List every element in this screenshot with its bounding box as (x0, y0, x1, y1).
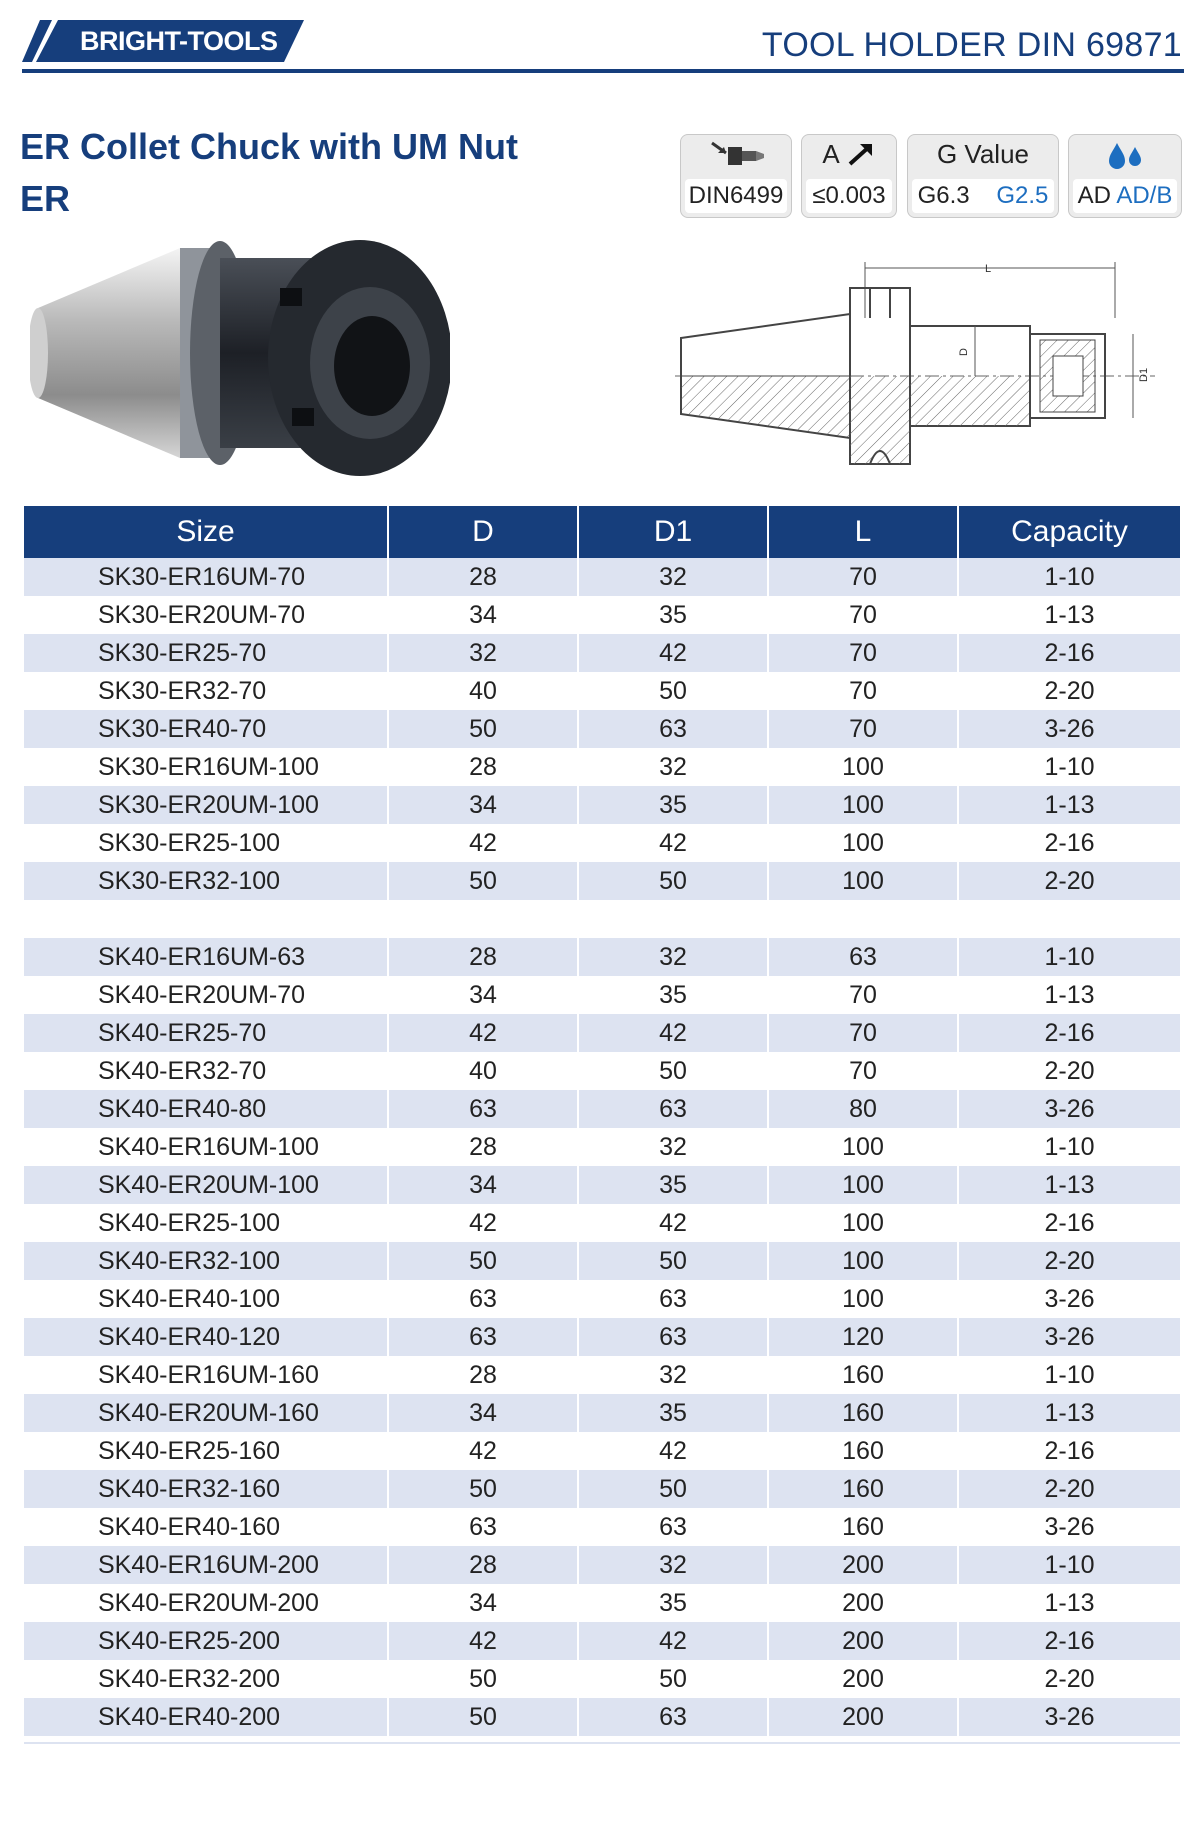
cell-capacity: 1-10 (958, 1546, 1180, 1584)
cell-capacity: 2-16 (958, 1432, 1180, 1470)
cell-d1: 32 (578, 558, 768, 596)
table-row (24, 786, 1180, 824)
cell-capacity: 2-16 (958, 1622, 1180, 1660)
logo-text: BRIGHT-TOOLS (80, 26, 278, 56)
dimension-label-L: L (985, 263, 992, 275)
cell-d1: 35 (578, 1166, 768, 1204)
cell-capacity: 3-26 (958, 1698, 1180, 1736)
runout-badge (801, 134, 897, 218)
cell-size: SK40-ER25-70 (24, 1014, 388, 1052)
cell-capacity: 1-13 (958, 1166, 1180, 1204)
cell-size: SK40-ER40-200 (24, 1698, 388, 1736)
table-row (24, 1128, 1180, 1166)
cell-l: 100 (768, 1128, 958, 1166)
cell-d: 50 (388, 1698, 578, 1736)
column-header-size: Size (24, 506, 388, 558)
cell-size: SK40-ER20UM-200 (98, 1588, 319, 1617)
table-row (24, 862, 1180, 900)
group-spacer-row (24, 900, 1180, 938)
table-row (24, 1280, 1180, 1318)
cell-d1: 42 (578, 1204, 768, 1242)
product-photo (30, 218, 450, 505)
cell-d1: 50 (578, 1660, 768, 1698)
cell-capacity: 2-16 (958, 1204, 1180, 1242)
cell-d: 50 (388, 1660, 578, 1698)
cell-l: 70 (768, 1052, 958, 1090)
cell-l: 160 (768, 1432, 958, 1470)
coolant-badge (1068, 134, 1182, 218)
cell-d: 50 (388, 1242, 578, 1280)
cell-capacity: 2-20 (958, 862, 1180, 900)
g-value-a: G6.3 (917, 182, 970, 209)
cell-capacity: 2-20 (958, 1660, 1180, 1698)
cell-d: 34 (388, 1166, 578, 1204)
cell-l: 100 (768, 1280, 958, 1318)
cell-size: SK30-ER32-70 (98, 676, 267, 705)
spindle-icon (681, 139, 791, 173)
cell-capacity: 1-13 (958, 1394, 1180, 1432)
coolant-values (1073, 179, 1177, 213)
arrow-up-right-icon (846, 142, 876, 166)
table-row (24, 1660, 1180, 1698)
cell-size: SK40-ER25-100 (98, 1208, 281, 1237)
cell-d1: 50 (578, 862, 768, 900)
table-row (24, 634, 1180, 672)
cell-size: SK40-ER40-120 (24, 1318, 388, 1356)
cell-d: 42 (388, 1014, 578, 1052)
column-header-d: D (388, 506, 578, 558)
table-row (24, 1014, 1180, 1052)
table-row (24, 710, 1180, 748)
cell-d: 42 (388, 1204, 578, 1242)
cell-size: SK40-ER40-80 (24, 1090, 388, 1128)
cell-capacity: 1-13 (958, 976, 1180, 1014)
cell-d1: 32 (578, 1546, 768, 1584)
cell-size: SK40-ER32-100 (24, 1242, 388, 1280)
table-row (24, 1318, 1180, 1356)
cell-d: 34 (388, 1584, 578, 1622)
cell-d1: 50 (578, 1242, 768, 1280)
cell-d1: 63 (578, 1318, 768, 1356)
cell-d: 50 (388, 862, 578, 900)
cell-d: 63 (388, 1318, 578, 1356)
cell-size: SK40-ER20UM-70 (98, 980, 306, 1009)
table-row (24, 1584, 1180, 1622)
spacer-cell (578, 900, 768, 938)
table-row (24, 824, 1180, 862)
cell-capacity: 3-26 (958, 1318, 1180, 1356)
runout-value: ≤0.003 (806, 179, 892, 213)
cell-d: 63 (388, 1280, 578, 1318)
cell-d: 28 (388, 1546, 578, 1584)
cell-l: 100 (768, 862, 958, 900)
cell-size: SK40-ER16UM-63 (24, 938, 388, 976)
cell-l: 200 (768, 1546, 958, 1584)
cell-size: SK40-ER32-70 (98, 1056, 267, 1085)
cell-capacity: 1-10 (958, 748, 1180, 786)
cell-d1: 42 (578, 1432, 768, 1470)
cell-size: SK30-ER25-100 (98, 828, 281, 857)
table-row (24, 672, 1180, 710)
balance-standard-badge (680, 134, 792, 218)
cell-l: 160 (768, 1356, 958, 1394)
table-row (24, 1090, 1180, 1128)
cell-capacity: 1-13 (958, 786, 1180, 824)
cell-l: 70 (768, 710, 958, 748)
cell-size: SK40-ER25-160 (98, 1436, 281, 1465)
product-title: ER Collet Chuck with UM Nut (20, 126, 518, 167)
cell-l: 100 (768, 1166, 958, 1204)
cell-d1: 63 (578, 1090, 768, 1128)
cell-d: 28 (388, 1128, 578, 1166)
cell-d: 34 (388, 596, 578, 634)
g-value-badge (907, 134, 1059, 218)
table-row (24, 748, 1180, 786)
cell-d1: 35 (578, 596, 768, 634)
cell-l: 200 (768, 1660, 958, 1698)
cell-size: SK30-ER16UM-70 (24, 558, 388, 596)
cell-capacity: 1-13 (958, 596, 1180, 634)
cell-l: 63 (768, 938, 958, 976)
cell-d1: 50 (578, 1052, 768, 1090)
cell-size: SK30-ER20UM-100 (24, 786, 388, 824)
specifications-table (24, 506, 1180, 1736)
cell-l: 100 (768, 1242, 958, 1280)
cell-l: 70 (768, 596, 958, 634)
cell-capacity: 3-26 (958, 1508, 1180, 1546)
cell-size: SK40-ER25-200 (24, 1622, 388, 1660)
cell-l: 100 (768, 748, 958, 786)
cell-size: SK30-ER25-70 (24, 634, 388, 672)
cell-l: 100 (768, 824, 958, 862)
cell-d1: 32 (578, 748, 768, 786)
technical-drawing (675, 258, 1175, 473)
cell-d: 63 (388, 1508, 578, 1546)
table-row (24, 938, 1180, 976)
brand-logo (22, 20, 304, 62)
cell-d1: 50 (578, 1470, 768, 1508)
table-body (24, 558, 1180, 1736)
cell-d1: 35 (578, 786, 768, 824)
cell-d1: 35 (578, 1394, 768, 1432)
g-value-label: G Value (936, 139, 1029, 169)
cell-l: 100 (768, 786, 958, 824)
g-value-b: G2.5 (996, 182, 1049, 209)
table-row (24, 1546, 1180, 1584)
column-header-l: L (768, 506, 958, 558)
cell-size: SK40-ER16UM-100 (98, 1132, 319, 1161)
cell-d1: 35 (578, 976, 768, 1014)
product-subtitle: ER (20, 178, 71, 219)
cell-d: 42 (388, 824, 578, 862)
cell-capacity: 3-26 (958, 710, 1180, 748)
cell-l: 100 (768, 1204, 958, 1242)
cell-d1: 50 (578, 672, 768, 710)
coolant-value-b: AD/B (1116, 182, 1173, 209)
table-row (24, 976, 1180, 1014)
dimension-label-D: D (958, 348, 970, 356)
table-row (24, 1052, 1180, 1090)
cell-d: 40 (388, 672, 578, 710)
table-row (24, 1394, 1180, 1432)
cell-l: 70 (768, 1014, 958, 1052)
coolant-drops-icon (1069, 139, 1181, 173)
table-row (24, 1470, 1180, 1508)
cell-size: SK40-ER40-160 (98, 1512, 281, 1541)
cell-d1: 42 (578, 1622, 768, 1660)
cell-d1: 63 (578, 1280, 768, 1318)
column-header-d1: D1 (578, 506, 768, 558)
cell-size: SK30-ER40-70 (24, 710, 388, 748)
table-row (24, 558, 1180, 596)
cell-capacity: 2-20 (958, 1470, 1180, 1508)
cell-l: 160 (768, 1394, 958, 1432)
cell-capacity: 1-10 (958, 558, 1180, 596)
spacer-cell (958, 900, 1180, 938)
table-header-row (24, 506, 1180, 558)
cell-size: SK30-ER20UM-70 (98, 600, 306, 629)
cell-d: 63 (388, 1090, 578, 1128)
cell-l: 70 (768, 634, 958, 672)
cell-capacity: 1-10 (958, 1356, 1180, 1394)
cell-l: 160 (768, 1470, 958, 1508)
cell-d: 34 (388, 1394, 578, 1432)
cell-d: 34 (388, 976, 578, 1014)
cell-capacity: 3-26 (958, 1280, 1180, 1318)
spacer-cell (24, 900, 388, 938)
cell-d1: 32 (578, 938, 768, 976)
cell-size: SK40-ER16UM-200 (24, 1546, 388, 1584)
cell-capacity: 2-16 (958, 1014, 1180, 1052)
table-row (24, 596, 1180, 634)
table-row (24, 1698, 1180, 1736)
cell-l: 200 (768, 1622, 958, 1660)
header-divider (22, 69, 1184, 73)
cell-capacity: 1-10 (958, 938, 1180, 976)
cell-d1: 32 (578, 1128, 768, 1166)
cell-capacity: 2-20 (958, 1052, 1180, 1090)
cell-l: 70 (768, 976, 958, 1014)
cell-d1: 42 (578, 634, 768, 672)
table-row (24, 1204, 1180, 1242)
cell-l: 160 (768, 1508, 958, 1546)
cell-d1: 42 (578, 1014, 768, 1052)
runout-label (802, 139, 896, 173)
cell-size: SK30-ER16UM-100 (98, 752, 319, 781)
cell-d1: 63 (578, 1508, 768, 1546)
cell-d: 42 (388, 1622, 578, 1660)
g-value-values (912, 179, 1054, 213)
cell-d1: 32 (578, 1356, 768, 1394)
column-header-capacity: Capacity (958, 506, 1180, 558)
cell-d: 40 (388, 1052, 578, 1090)
spacer-cell (388, 900, 578, 938)
cell-d: 28 (388, 748, 578, 786)
cell-capacity: 2-20 (958, 672, 1180, 710)
table-row (24, 1166, 1180, 1204)
table-bottom-rule (24, 1742, 1180, 1744)
cell-capacity: 1-13 (958, 1584, 1180, 1622)
cell-size: SK40-ER20UM-100 (24, 1166, 388, 1204)
cell-d: 28 (388, 938, 578, 976)
spacer-cell (768, 900, 958, 938)
cell-l: 120 (768, 1318, 958, 1356)
cell-d: 28 (388, 1356, 578, 1394)
cell-d: 42 (388, 1432, 578, 1470)
cell-l: 70 (768, 558, 958, 596)
cell-capacity: 3-26 (958, 1090, 1180, 1128)
cell-d1: 35 (578, 1584, 768, 1622)
cell-size: SK40-ER40-100 (98, 1284, 281, 1313)
cell-d: 28 (388, 558, 578, 596)
balance-standard-value: DIN6499 (685, 179, 787, 213)
cell-size: SK40-ER20UM-160 (24, 1394, 388, 1432)
cell-d1: 63 (578, 1698, 768, 1736)
runout-symbol: A (822, 139, 839, 169)
cell-d: 34 (388, 786, 578, 824)
cell-size: SK30-ER32-100 (24, 862, 388, 900)
table-row (24, 1508, 1180, 1546)
cell-capacity: 2-16 (958, 824, 1180, 862)
cell-capacity: 1-10 (958, 1128, 1180, 1166)
cell-d1: 42 (578, 824, 768, 862)
cell-d1: 63 (578, 710, 768, 748)
cell-l: 200 (768, 1698, 958, 1736)
cell-l: 70 (768, 672, 958, 710)
document-title: TOOL HOLDER DIN 69871 (761, 26, 1182, 64)
table-row (24, 1356, 1180, 1394)
cell-l: 80 (768, 1090, 958, 1128)
table-row (24, 1432, 1180, 1470)
cell-size: SK40-ER16UM-160 (98, 1360, 319, 1389)
cell-capacity: 2-20 (958, 1242, 1180, 1280)
cell-d: 50 (388, 1470, 578, 1508)
cell-size: SK40-ER32-160 (24, 1470, 388, 1508)
table-row (24, 1622, 1180, 1660)
cell-d: 32 (388, 634, 578, 672)
cell-size: SK40-ER32-200 (98, 1664, 281, 1693)
cell-l: 200 (768, 1584, 958, 1622)
cell-capacity: 2-16 (958, 634, 1180, 672)
cell-d: 50 (388, 710, 578, 748)
coolant-value-a: AD (1077, 182, 1111, 209)
table-row (24, 1242, 1180, 1280)
dimension-label-D1: D1 (1138, 367, 1150, 382)
